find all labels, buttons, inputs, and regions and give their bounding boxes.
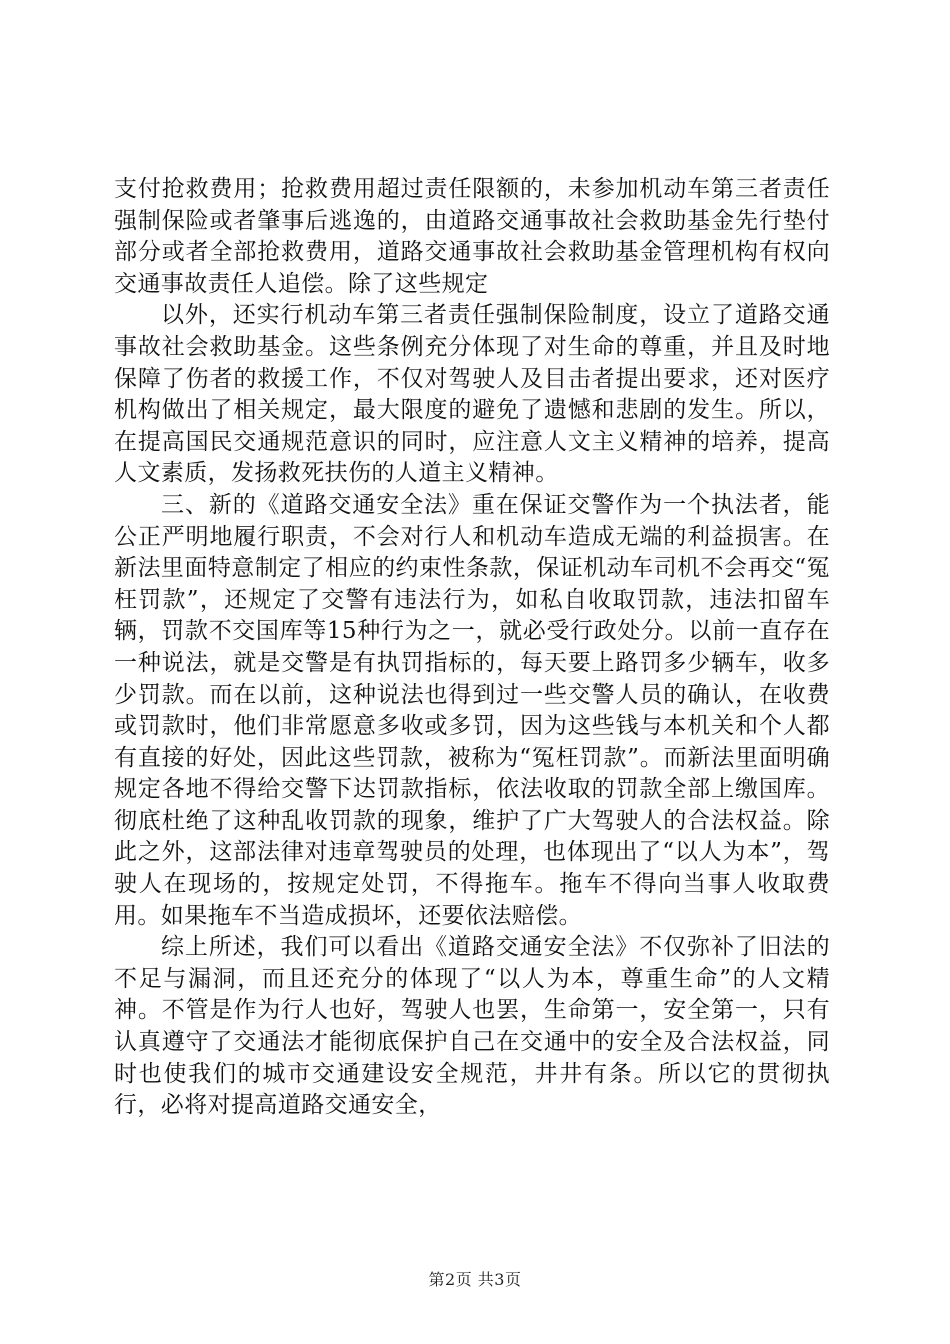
paragraph-continuation: 支付抢救费用；抢救费用超过责任限额的，未参加机动车第三者责任强制保险或者肇事后逃逸的，由道路交通事故社会救助基金先行垫付部分或者全部抢救费用，道路交通事故社会救助基金管理机构有权向交通事故责任人追偿。除了这些规定 <box>114 176 830 297</box>
paragraph-traffic-police: 三、新的《道路交通安全法》重在保证交警作为一个执法者，能公正严明地履行职责，不会对行人和机动车造成无端的利益损害。在新法里面特意制定了相应的约束性条款，保证机动车司机不会再交“冤枉罚款”，还规定了交警有违法行为，如私自收取罚款，违法扣留车辆，罚款不交国库等15种行为之一，就必受行政处分。以前一直存在一种说法，就是交警是有执罚指标的，每天要上路罚多少辆车，收多少罚款。而在以前，这种说法也得到过一些交警人员的确认，在收费或罚款时，他们非常愿意多收或多罚，因为这些钱与本机关和个人都有直接的好处，因此这些罚款，被称为“冤枉罚款”。而新法里面明确规定各地不得给交警下达罚款指标，依法收取的罚款全部上缴国库。彻底杜绝了这种乱收罚款的现象，维护了广大驾驶人的合法权益。除此之外，这部法律对违章驾驶员的处理，也体现出了“以人为本”，驾驶人在现场的，按规定处罚，不得拖车。拖车不得向当事人收取费用。如果拖车不当造成损坏，还要依法赔偿。 <box>114 491 830 929</box>
page-footer: 第2页 共3页 <box>428 1270 522 1289</box>
paragraph-insurance-fund: 以外，还实行机动车第三者责任强制保险制度，设立了道路交通事故社会救助基金。这些条例充分体现了对生命的尊重，并且及时地保障了伤者的救援工作，不仅对驾驶人及目击者提出要求，还对医疗机构做出了相关规定，最大限度的避免了遗憾和悲剧的发生。所以，在提高国民交通规范意识的同时，应注意人文主义精神的培养，提高人文素质，发扬救死扶伤的人道主义精神。 <box>114 302 830 487</box>
paragraph-conclusion: 综上所述，我们可以看出《道路交通安全法》不仅弥补了旧法的不足与漏洞，而且还充分的体现了“以人为本，尊重生命”的人文精神。不管是作为行人也好，驾驶人也罢，生命第一，安全第一，只有认真遵守了交通法才能彻底保护自己在交通中的安全及合法权益，同时也使我们的城市交通建设安全规范，井井有条。所以它的贯彻执行，必将对提高道路交通安全， <box>114 934 830 1119</box>
document-body <box>114 174 830 1122</box>
